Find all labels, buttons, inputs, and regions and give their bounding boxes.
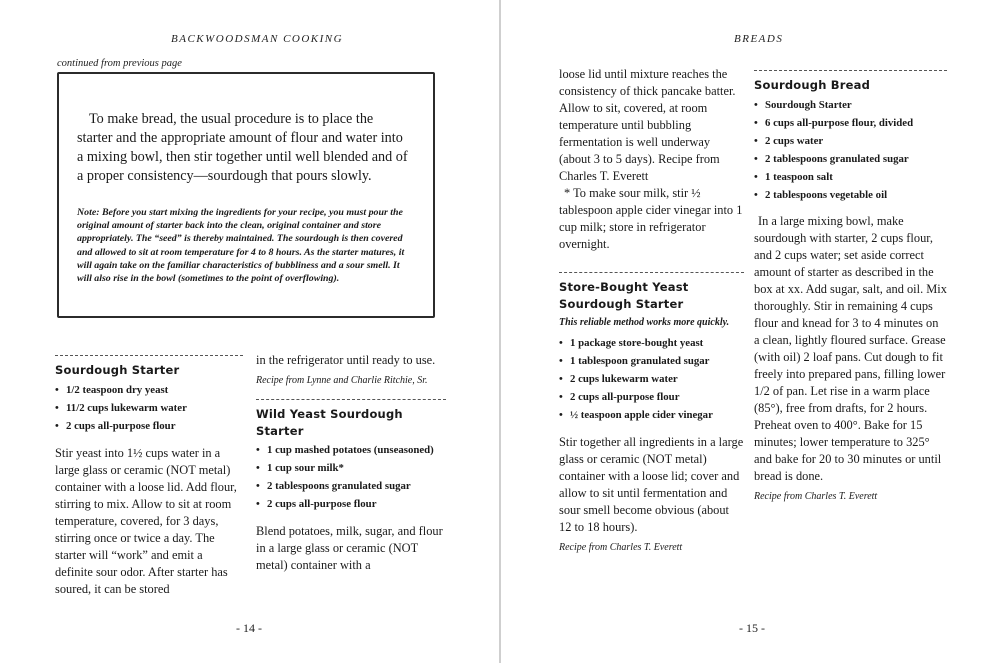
ingredient-item: • 2 tablespoons vegetable oil [754, 187, 947, 205]
recipe-title-sourdough-bread: Sourdough Bread [754, 78, 871, 92]
wild-yeast-directions-continued: loose lid until mixture reaches the consistency of thick pancake batter. Allow to sit, covered, at room temperature until bubbling fermentation is well underway (about 3 to 5 days). Recipe from Charles T. Everett [559, 67, 736, 183]
ingredient-item: • 1/2 teaspoon dry yeast [55, 382, 243, 400]
recipe-attribution: Recipe from Lynne and Charlie Ritchie, Sr. [256, 375, 428, 386]
page-number-right: - 15 - [739, 621, 765, 635]
page-number-left: - 14 - [236, 621, 262, 635]
recipe-attribution: Recipe from Charles T. Everett [559, 541, 683, 553]
running-head-right: BREADS [734, 33, 784, 45]
ingredient-item: • Sourdough Starter [754, 97, 947, 115]
recipe-title-sourdough-starter: Sourdough Starter [55, 363, 180, 377]
ingredient-item: • 2 tablespoons granulated sugar [256, 478, 446, 496]
sourdough-info-box [57, 72, 435, 318]
recipe-directions: Stir yeast into 1½ cups water in a large glass or ceramic (NOT metal) container with a loose lid. Add flour, stirring to mix. Allow to sit at room temperature, covered, for 3 days, stirring once or twice a day. The starter will “work” and emit a definite sour odor. After starter has soured, it can be stored [55, 445, 237, 596]
section-divider [55, 355, 243, 356]
ingredient-item: • ½ teaspoon apple cider vinegar [559, 407, 744, 425]
ingredient-item: • 6 cups all-purpose flour, divided [754, 115, 947, 133]
recipe-attribution: Recipe from Charles T. Everett [754, 491, 878, 503]
ingredient-item: • 2 cups water [754, 133, 947, 151]
section-divider [559, 272, 744, 273]
ingredient-item: • 1 tablespoon granulated sugar [559, 353, 744, 371]
right-page-first-column [559, 66, 744, 555]
right-page-second-column [754, 70, 947, 504]
recipe-directions: Stir together all ingredients in a large glass or ceramic (NOT metal) container with a loose lid; cover and allow to sit until fermentation and sour smell become obvious (about 12 to 18 hours). [559, 434, 744, 534]
left-column [55, 355, 243, 598]
recipe-directions: Blend potatoes, milk, sugar, and flour in a large glass or ceramic (NOT metal) container with a [256, 523, 443, 572]
directions-continuation: in the refrigerator until ready to use. [256, 353, 436, 367]
right-page [501, 0, 1000, 663]
box-intro-text: To make bread, the usual procedure is to place the starter and the appropriate amount of flour and water into a mixing bowl, then stir together until well blended and of a proper consistency—sourdough that pours slowly. [77, 111, 408, 184]
ingredient-list [256, 443, 446, 514]
running-head-left: BACKWOODSMAN COOKING [171, 33, 344, 45]
ingredient-item: • 2 cups all-purpose flour [256, 496, 446, 514]
ingredient-item: • 2 cups lukewarm water [559, 371, 744, 389]
recipe-intro: This reliable method works more quickly. [559, 317, 730, 328]
ingredient-list [559, 335, 744, 425]
recipe-directions: In a large mixing bowl, make sourdough with starter, 2 cups flour, and 2 cups water; set aside correct amount of starter as described in the box at xx. Add sugar, salt, and oil. Mix thoroughly. Stir in remaining 4 cups flour and knead for 3 to 4 minutes on a clean, lightly floured surface. Grease (with oil) 2 loaf pans. Cut dough to fit freely into prepared pans, filling lower 1/2 of pan. Let rise in a warm place (85°), free from drafts, for 2 hours. Preheat oven to 400°. Bake for 15 minutes; lower temperature to 325° and bake for 20 to 30 minutes or until bread is done. [754, 214, 947, 484]
ingredient-item: • 2 cups all-purpose flour [55, 418, 243, 436]
ingredient-item: • 1 package store-bought yeast [559, 335, 744, 353]
continued-note: continued from previous page [57, 58, 182, 69]
ingredient-item: • 1 cup sour milk* [256, 460, 446, 478]
left-page-second-column [256, 352, 446, 574]
ingredient-item: • 1 teaspoon salt [754, 169, 947, 187]
ingredient-list [754, 97, 947, 204]
ingredient-item: • 11/2 cups lukewarm water [55, 400, 243, 418]
section-divider [256, 399, 446, 400]
sour-milk-note: * To make sour milk, stir ½ tablespoon apple cider vinegar into 1 cup milk; store in refrigerator overnight. [559, 186, 743, 251]
recipe-title-store-bought: Store-Bought Yeast Sourdough Starter [559, 280, 689, 311]
left-page [0, 0, 499, 663]
section-divider [754, 70, 947, 71]
ingredient-item: • 1 cup mashed potatoes (unseasoned) [256, 443, 446, 457]
ingredient-list [55, 382, 243, 436]
recipe-title-wild-yeast: Wild Yeast Sourdough Starter [256, 407, 403, 438]
ingredient-item: • 2 cups all-purpose flour [559, 389, 744, 407]
ingredient-item: • 2 tablespoons granulated sugar [754, 151, 947, 169]
box-note-text: Note: Before you start mixing the ingredients for your recipe, you must pour the original amount of starter back into the clean, original container and store appropriately. The “seed” is thereby maintained. The sourdough is then covered and allowed to sit at room temperature for 4 to 8 hours. As the starter matures, it will again take on the familiar characteristics of bubbliness and a sour smell. It will also rise in the bowl (sometimes to the point of overflowing). [77, 207, 405, 285]
